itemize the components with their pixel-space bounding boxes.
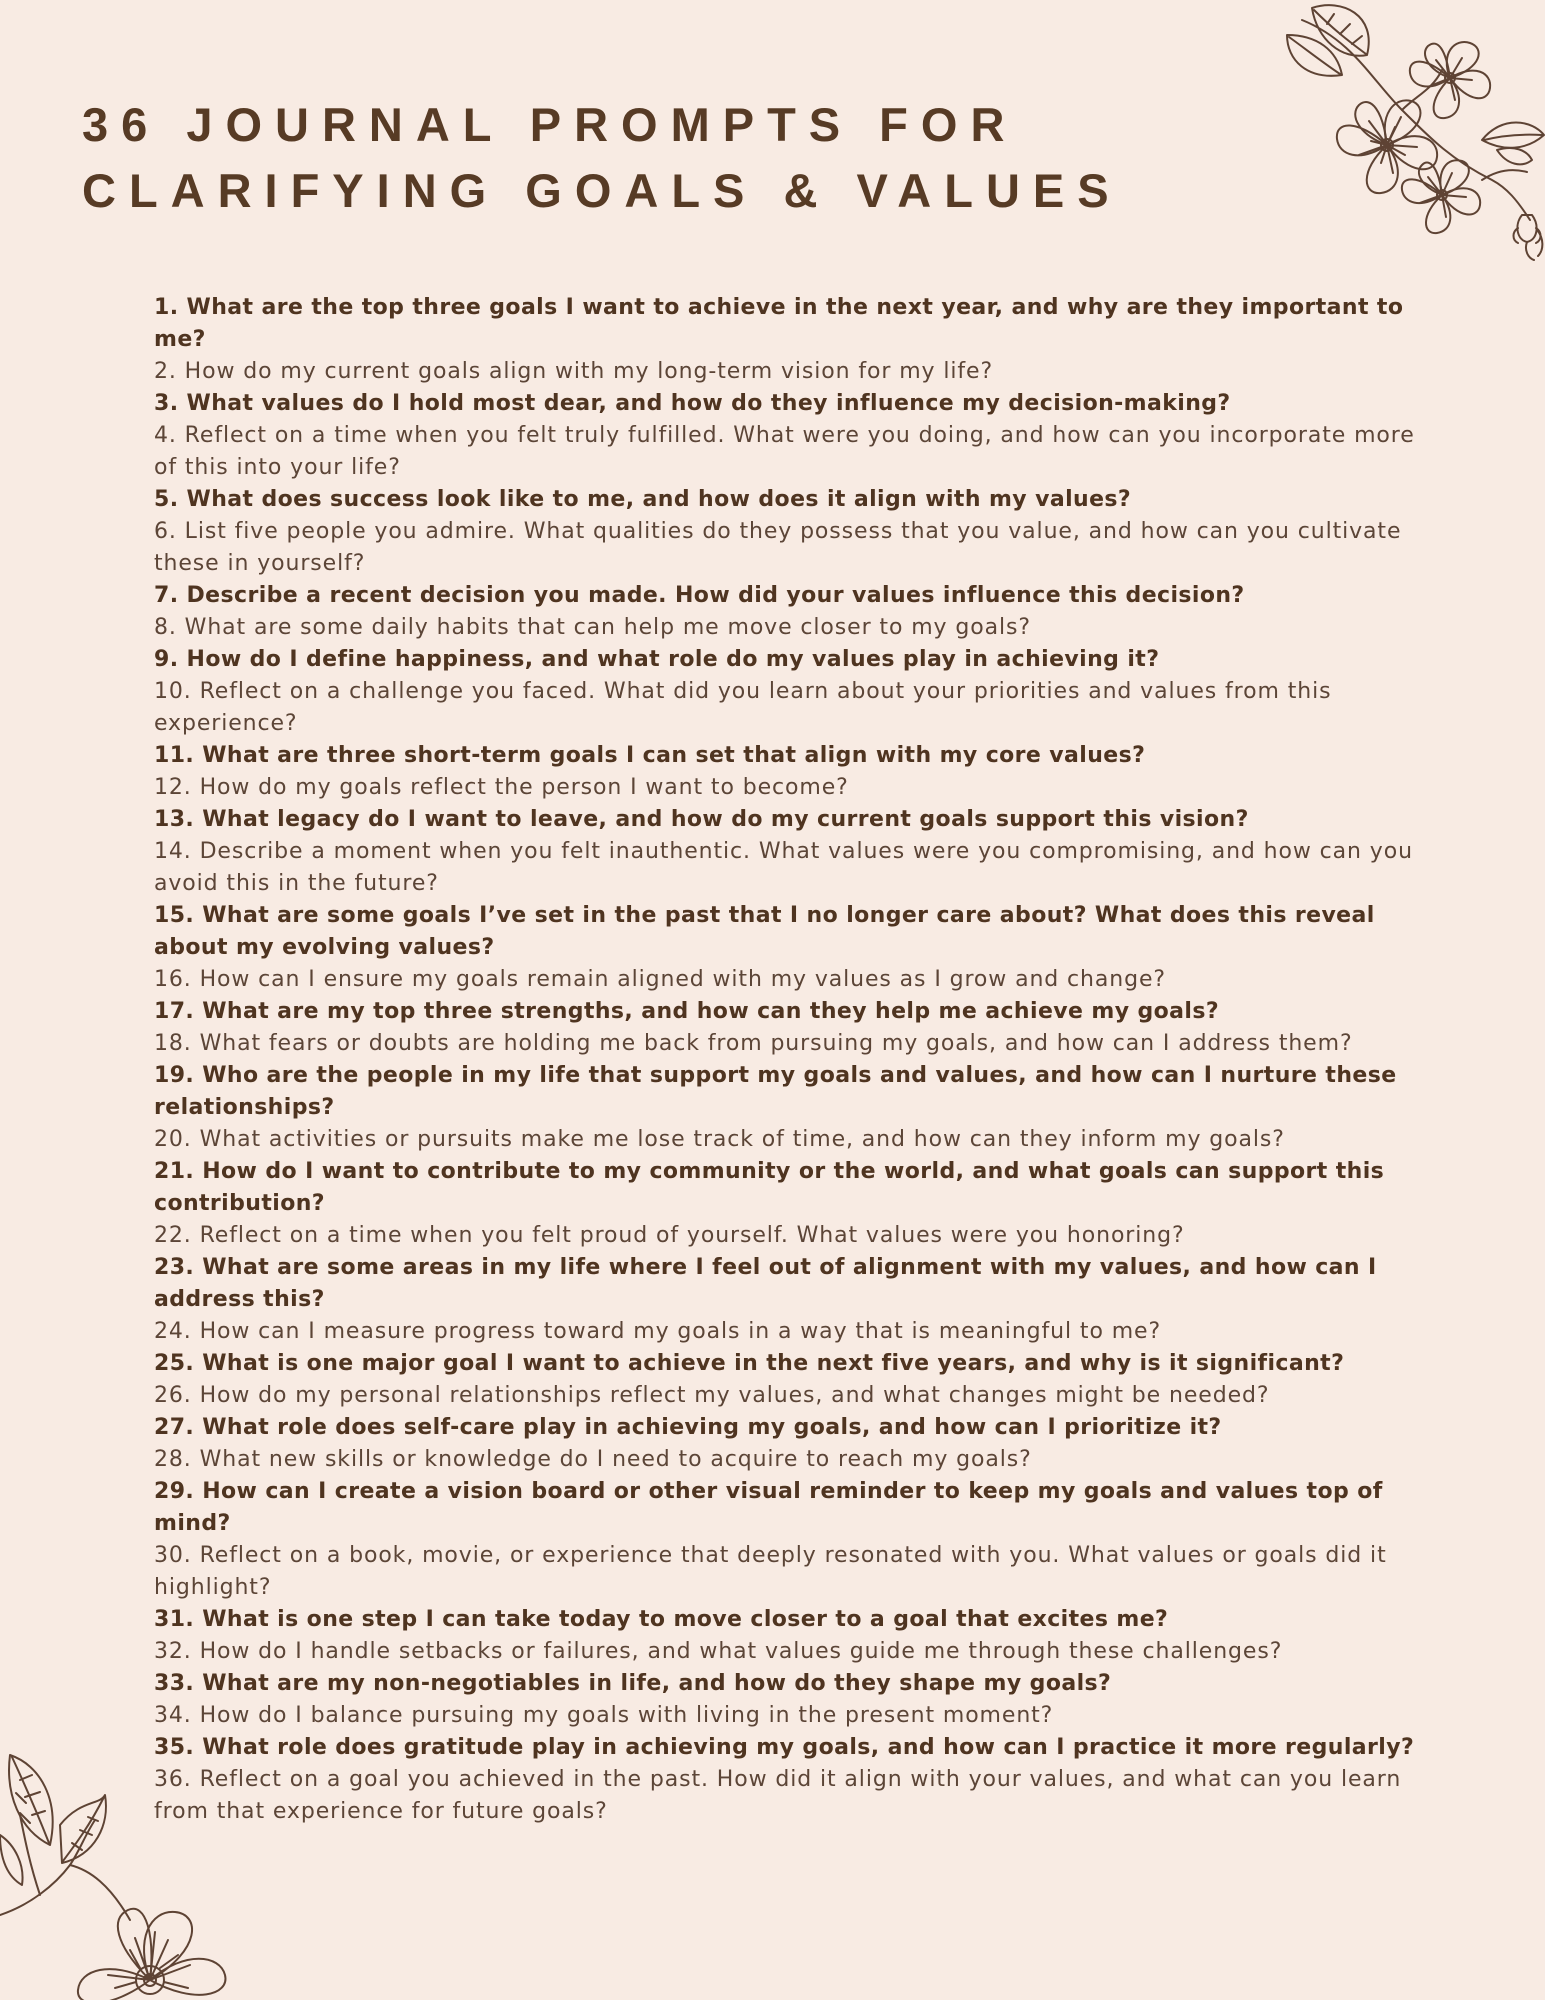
prompt-item: 7. Describe a recent decision you made. How did your values influence this decision? xyxy=(154,583,1245,608)
prompt-item: 22. Reflect on a time when you felt proud of yourself. What values were you honoring? xyxy=(154,1223,1185,1248)
prompt-item: 17. What are my top three strengths, and how can they help me achieve my goals? xyxy=(154,999,1220,1024)
title-line-1: 36 JOURNAL PROMPTS FOR xyxy=(82,98,1018,151)
prompt-item: 5. What does success look like to me, and how does it align with my values? xyxy=(154,487,1132,512)
title-line-2: CLARIFYING GOALS & VALUES xyxy=(82,164,1122,217)
prompt-item: 18. What fears or doubts are holding me back from pursuing my goals, and how can I address them? xyxy=(154,1031,1353,1056)
prompt-item: 2. How do my current goals align with my long-term vision for my life? xyxy=(154,359,994,384)
prompt-item: 15. What are some goals I’ve set in the past that I no longer care about? What does this reveal about my evolving values? xyxy=(154,903,1375,960)
prompt-item: 1. What are the top three goals I want to achieve in the next year, and why are they important to me? xyxy=(154,295,1404,352)
prompt-item: 11. What are three short-term goals I can set that align with my core values? xyxy=(154,743,1146,768)
prompt-item: 31. What is one step I can take today to move closer to a goal that excites me? xyxy=(154,1607,1169,1632)
prompt-item: 16. How can I ensure my goals remain aligned with my values as I grow and change? xyxy=(154,967,1166,992)
prompt-item: 27. What role does self-care play in achieving my goals, and how can I prioritize it? xyxy=(154,1415,1222,1440)
prompt-item: 13. What legacy do I want to leave, and how do my current goals support this vision? xyxy=(154,807,1249,832)
prompt-item: 6. List five people you admire. What qualities do they possess that you value, and how can you cultivate these in yourself? xyxy=(154,519,1402,576)
prompt-item: 20. What activities or pursuits make me lose track of time, and how can they inform my goals? xyxy=(154,1127,1285,1152)
prompt-item: 34. How do I balance pursuing my goals with living in the present moment? xyxy=(154,1703,1054,1728)
prompt-item: 14. Describe a moment when you felt inauthentic. What values were you compromising, and how can you avoid this in the future? xyxy=(154,839,1413,896)
prompt-item: 25. What is one major goal I want to achieve in the next five years, and why is it significant? xyxy=(154,1351,1345,1376)
prompt-item: 33. What are my non-negotiables in life, and how do they shape my goals? xyxy=(154,1671,1112,1696)
prompt-item: 26. How do my personal relationships reflect my values, and what changes might be needed? xyxy=(154,1383,1270,1408)
prompt-item: 36. Reflect on a goal you achieved in the past. How did it align with your values, and what can you learn from that experience for future goals? xyxy=(154,1767,1402,1824)
prompt-item: 35. What role does gratitude play in achieving my goals, and how can I practice it more regularly? xyxy=(154,1735,1415,1760)
prompt-item: 23. What are some areas in my life where I feel out of alignment with my values, and how can I address this? xyxy=(154,1255,1377,1312)
prompt-item: 28. What new skills or knowledge do I need to acquire to reach my goals? xyxy=(154,1447,1032,1472)
prompt-list xyxy=(154,292,1432,1828)
prompt-item: 32. How do I handle setbacks or failures, and what values guide me through these challenges? xyxy=(154,1639,1283,1664)
prompt-item: 4. Reflect on a time when you felt truly fulfilled. What were you doing, and how can you incorporate more of this into your life? xyxy=(154,423,1415,480)
prompt-item: 21. How do I want to contribute to my community or the world, and what goals can support this contribution? xyxy=(154,1159,1385,1216)
prompt-item: 19. Who are the people in my life that support my goals and values, and how can I nurture these relationships? xyxy=(154,1063,1397,1120)
page-title xyxy=(82,92,1122,224)
prompt-item: 24. How can I measure progress toward my goals in a way that is meaningful to me? xyxy=(154,1319,1162,1344)
prompt-item: 12. How do my goals reflect the person I want to become? xyxy=(154,775,849,800)
flower-branch-icon xyxy=(1282,0,1545,270)
prompt-item: 3. What values do I hold most dear, and how do they influence my decision-making? xyxy=(154,391,1231,416)
prompt-item: 8. What are some daily habits that can help me move closer to my goals? xyxy=(154,615,1031,640)
prompt-item: 30. Reflect on a book, movie, or experience that deeply resonated with you. What values or goals did it highlight? xyxy=(154,1543,1387,1600)
prompt-item: 29. How can I create a vision board or other visual reminder to keep my goals and values top of mind? xyxy=(154,1479,1383,1536)
prompt-item: 9. How do I define happiness, and what role do my values play in achieving it? xyxy=(154,647,1160,672)
prompt-item: 10. Reflect on a challenge you faced. What did you learn about your priorities and values from this experience? xyxy=(154,679,1332,736)
